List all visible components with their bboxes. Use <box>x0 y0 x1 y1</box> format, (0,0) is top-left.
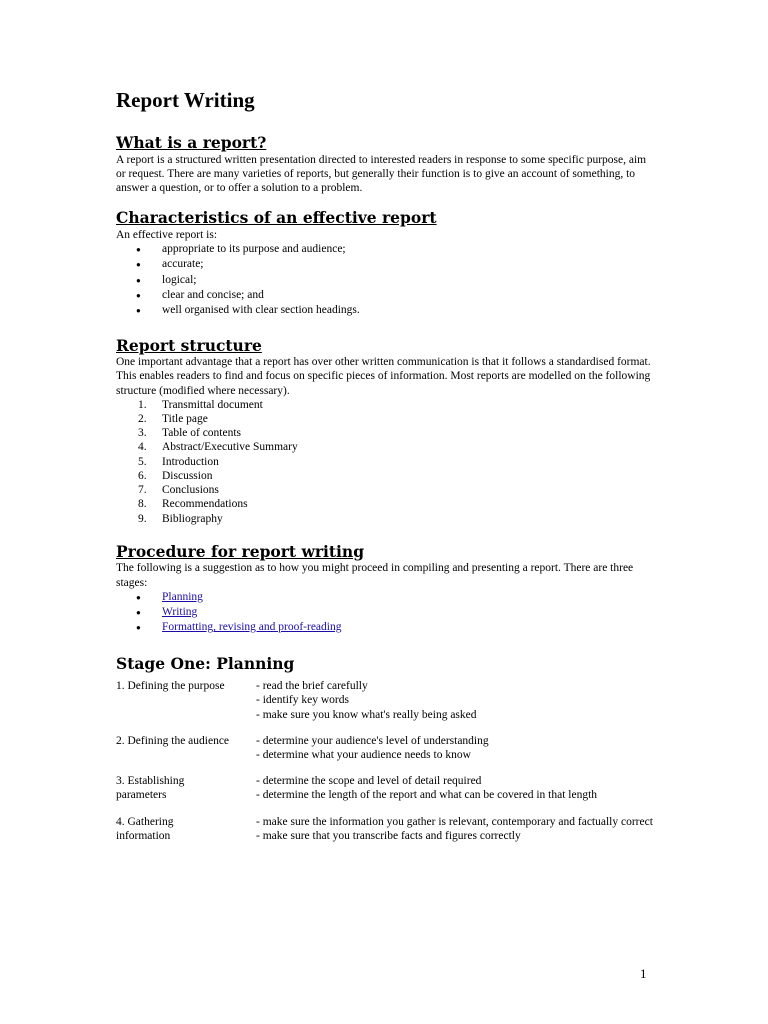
list-item <box>116 469 656 483</box>
list-item <box>116 620 656 635</box>
section-stage-one-planning <box>116 655 656 843</box>
list-item <box>116 590 656 605</box>
characteristics-intro: An effective report is: <box>116 228 218 241</box>
planning-row <box>116 679 656 722</box>
list-number: 5. <box>138 455 147 468</box>
list-item <box>116 483 656 497</box>
list-item: ● well organised with clear section headings. <box>116 303 656 318</box>
planning-detail-line: - determine the length of the report and what can be covered in that length <box>256 789 598 802</box>
planning-detail-line: - make sure the information you gather is relevant, contemporary and factually correct <box>256 815 653 828</box>
planning-step-label: 3. Establishing parameters <box>116 775 185 802</box>
list-number: 4. <box>138 441 147 454</box>
planning-step-details <box>256 679 656 722</box>
section-heading-characteristics: Characteristics of an effective report <box>116 208 437 228</box>
paragraph-what-is-a-report: A report is a structured written presentation directed to interested readers in response to some specific purpose, aim or request. There are many varieties of reports, but generally their function is to give an account of something, to answer a question, or to offer a solution to a problem. <box>116 153 647 195</box>
section-heading-procedure: Procedure for report writing <box>116 541 365 561</box>
planning-row <box>116 815 656 843</box>
list-item <box>116 426 656 440</box>
planning-detail-line: - make sure that you transcribe facts and figures correctly <box>256 829 521 842</box>
link-writing[interactable]: Writing <box>162 606 198 618</box>
planning-step-details <box>256 734 656 762</box>
paragraph-procedure: The following is a suggestion as to how you might proceed in compiling and presenting a report. There are three stages: <box>116 562 634 589</box>
list-item-label: Introduction <box>162 455 219 468</box>
list-number: 8. <box>138 498 147 511</box>
section-report-structure <box>116 337 656 526</box>
list-item-label: Title page <box>162 413 208 426</box>
section-characteristics <box>116 209 656 318</box>
list-number: 3. <box>138 427 147 440</box>
section-heading-stage-one: Stage One: Planning <box>116 653 295 673</box>
list-item <box>116 440 656 454</box>
section-procedure <box>116 543 656 636</box>
list-item-label: Conclusions <box>162 484 219 497</box>
planning-step-label: 1. Defining the purpose <box>116 680 225 693</box>
section-what-is-a-report <box>116 134 656 195</box>
planning-detail-line: - read the brief carefully <box>256 680 368 693</box>
section-heading-what-is-a-report: What is a report? <box>116 133 267 153</box>
list-item-label: Table of contents <box>162 427 242 440</box>
list-item <box>116 605 656 620</box>
document-page <box>116 88 656 855</box>
planning-detail-line: - determine your audience's level of understanding <box>256 734 489 747</box>
paragraph-report-structure: One important advantage that a report has over other written communication is that it follows a standardised format. This enables readers to find and focus on specific pieces of information. Most reports are modelled on the following structure (modified where necessary). <box>116 356 651 397</box>
list-item-label: Discussion <box>162 469 213 482</box>
planning-step-details <box>256 774 656 802</box>
planning-step-label: 4. Gathering information <box>116 815 174 842</box>
list-item-label: Bibliography <box>162 512 223 525</box>
link-planning[interactable]: Planning <box>162 590 203 603</box>
section-heading-report-structure: Report structure <box>116 335 262 355</box>
list-number: 1. <box>138 398 147 411</box>
list-number: 6. <box>138 469 147 482</box>
procedure-stage-links <box>116 590 656 636</box>
planning-step-details <box>256 815 656 843</box>
planning-detail-line: - determine the scope and level of detail required <box>256 775 482 788</box>
list-number: 2. <box>138 413 147 426</box>
planning-detail-line: - make sure you know what's really being asked <box>256 708 477 721</box>
list-item: ● appropriate to its purpose and audience; <box>116 242 656 257</box>
list-item-label: Transmittal document <box>162 398 263 411</box>
planning-step-label: 2. Defining the audience <box>116 734 230 747</box>
planning-row <box>116 774 656 802</box>
list-number: 9. <box>138 512 147 525</box>
list-item: ● logical; <box>116 273 656 288</box>
list-item-label: Recommendations <box>162 498 248 511</box>
list-item <box>116 512 656 526</box>
list-item: ● accurate; <box>116 257 656 272</box>
list-item <box>116 497 656 511</box>
list-item-label: Abstract/Executive Summary <box>162 441 298 454</box>
list-item <box>116 398 656 412</box>
structure-list <box>116 398 656 526</box>
list-number: 7. <box>138 484 147 497</box>
page-number: 1 <box>640 966 647 981</box>
planning-detail-line: - identify key words <box>256 694 349 707</box>
planning-row <box>116 734 656 762</box>
characteristics-list <box>116 242 656 318</box>
list-item <box>116 412 656 426</box>
planning-detail-line: - determine what your audience needs to know <box>256 749 471 761</box>
page-title: Report Writing <box>116 88 255 112</box>
link-formatting-revising-proofreading[interactable]: Formatting, revising and proof-reading <box>162 621 342 634</box>
list-item <box>116 455 656 469</box>
list-item: ● clear and concise; and <box>116 288 656 303</box>
